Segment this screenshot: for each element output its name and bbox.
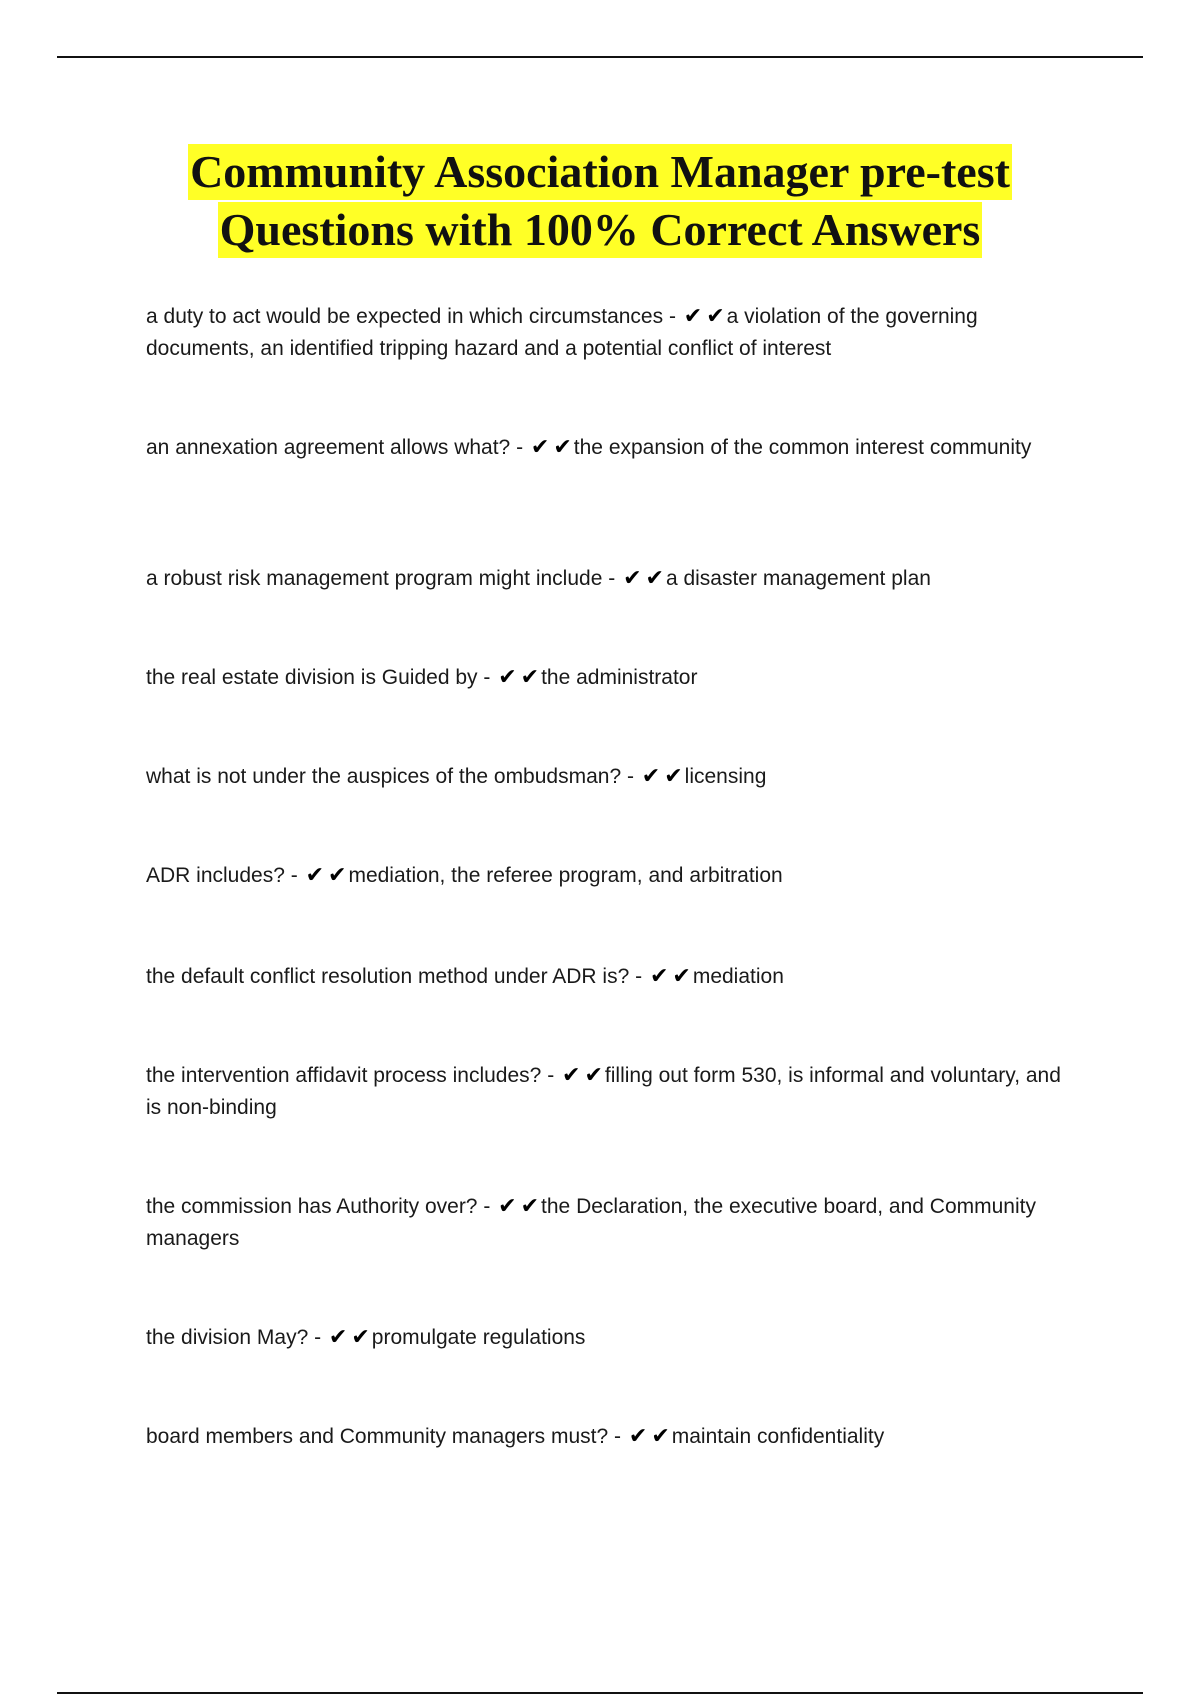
answer-text: mediation bbox=[692, 965, 784, 988]
question-text: the division May? bbox=[146, 1326, 309, 1349]
qa-item bbox=[146, 761, 1066, 793]
qa-item bbox=[146, 563, 1066, 595]
question-text: the commission has Authority over? bbox=[146, 1195, 478, 1218]
separator: - bbox=[308, 1326, 327, 1349]
question-text: what is not under the auspices of the ombudsman? bbox=[146, 765, 622, 788]
qa-item bbox=[146, 301, 1066, 365]
qa-item bbox=[146, 1060, 1066, 1124]
separator: - bbox=[663, 305, 682, 328]
check-icon: ✔ bbox=[553, 435, 572, 460]
check-icon: ✔ bbox=[641, 764, 661, 789]
answer-text: the administrator bbox=[541, 666, 698, 689]
separator: - bbox=[477, 1195, 497, 1218]
answer-text: the Declaration, the executive board, and Community managers bbox=[146, 1195, 1036, 1250]
separator: - bbox=[629, 965, 648, 988]
check-icon: ✔ bbox=[706, 304, 725, 329]
question-text: an annexation agreement allows what? bbox=[146, 436, 511, 459]
separator: - bbox=[621, 765, 640, 788]
answer-text: mediation, the referee program, and arbitration bbox=[348, 864, 783, 887]
check-icon: ✔ bbox=[651, 1424, 670, 1449]
check-icon: ✔ bbox=[328, 1325, 348, 1350]
check-icon: ✔ bbox=[672, 964, 691, 989]
question-text: the default conflict resolution method under ADR is? bbox=[146, 965, 630, 988]
answer-text: licensing bbox=[684, 765, 767, 788]
answer-text: promulgate regulations bbox=[371, 1326, 586, 1349]
qa-item bbox=[146, 662, 1066, 694]
check-icon: ✔ bbox=[584, 1063, 603, 1088]
question-text: board members and Community managers must? bbox=[146, 1425, 609, 1448]
separator: - bbox=[541, 1064, 561, 1087]
question-text: the intervention affidavit process includes? bbox=[146, 1064, 542, 1087]
bottom-rule bbox=[57, 1692, 1143, 1694]
qa-item bbox=[146, 1322, 1066, 1354]
separator: - bbox=[602, 567, 622, 590]
check-icon: ✔ bbox=[530, 435, 550, 460]
qa-item bbox=[146, 860, 1066, 892]
qa-item bbox=[146, 1191, 1066, 1255]
separator: - bbox=[608, 1425, 627, 1448]
check-icon: ✔ bbox=[649, 964, 669, 989]
check-icon: ✔ bbox=[520, 665, 540, 690]
separator: - bbox=[284, 864, 304, 887]
question-text: a duty to act would be expected in which circumstances bbox=[146, 305, 664, 328]
check-icon: ✔ bbox=[498, 665, 517, 690]
check-icon: ✔ bbox=[562, 1063, 581, 1088]
check-icon: ✔ bbox=[645, 566, 664, 591]
answer-text: the expansion of the common interest community bbox=[573, 436, 1032, 459]
qa-item bbox=[146, 961, 1066, 993]
qa-item bbox=[146, 432, 1066, 464]
title-line-1: Community Association Manager pre-test bbox=[188, 144, 1012, 200]
check-icon: ✔ bbox=[628, 1424, 648, 1449]
answer-text: a violation of the governing documents, an identified tripping hazard and a potential conflict of interest bbox=[146, 305, 978, 360]
title-line-2: Questions with 100% Correct Answers bbox=[218, 202, 983, 258]
check-icon: ✔ bbox=[520, 1194, 540, 1219]
answer-text: maintain confidentiality bbox=[671, 1425, 885, 1448]
question-text: a robust risk management program might include bbox=[146, 567, 603, 590]
check-icon: ✔ bbox=[683, 304, 703, 329]
question-text: ADR includes? bbox=[146, 864, 285, 887]
check-icon: ✔ bbox=[351, 1325, 370, 1350]
check-icon: ✔ bbox=[305, 863, 325, 888]
check-icon: ✔ bbox=[664, 764, 683, 789]
separator: - bbox=[477, 666, 497, 689]
check-icon: ✔ bbox=[623, 566, 642, 591]
question-text: the real estate division is Guided by bbox=[146, 666, 478, 689]
answer-text: filling out form 530, is informal and voluntary, and is non-binding bbox=[146, 1064, 1061, 1119]
separator: - bbox=[510, 436, 529, 459]
check-icon: ✔ bbox=[328, 863, 347, 888]
check-icon: ✔ bbox=[498, 1194, 517, 1219]
qa-item bbox=[146, 1421, 1066, 1453]
answer-text: a disaster management plan bbox=[665, 567, 931, 590]
